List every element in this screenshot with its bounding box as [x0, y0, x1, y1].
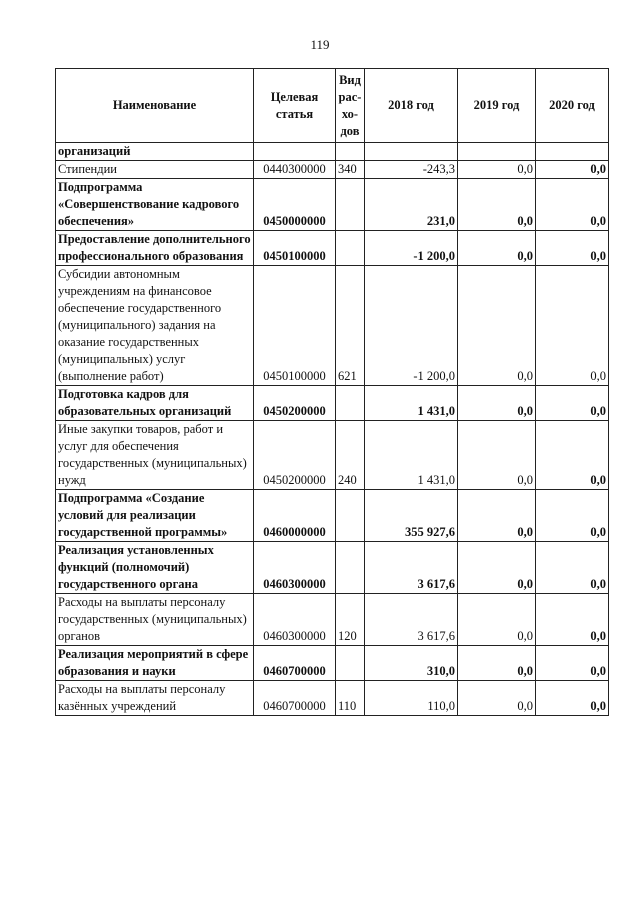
row-name: Расходы на выплаты персоналу государственных (муниципальных) органов	[56, 594, 254, 646]
row-2018: 110,0	[365, 681, 458, 716]
row-2020: 0,0	[536, 161, 609, 179]
row-vid	[336, 542, 365, 594]
row-2020: 0,0	[536, 681, 609, 716]
page-number: 119	[310, 37, 330, 52]
header-row	[56, 69, 609, 143]
row-2018	[365, 143, 458, 161]
row-2018: -243,3	[365, 161, 458, 179]
row-2020: 0,0	[536, 386, 609, 421]
row-code: 0450100000	[254, 266, 336, 386]
row-vid	[336, 386, 365, 421]
row-name: Предоставление дополнительного профессионального образования	[56, 231, 254, 266]
row-vid	[336, 179, 365, 231]
row-code: 0440300000	[254, 161, 336, 179]
row-2019: 0,0	[458, 179, 536, 231]
row-vid: 240	[336, 421, 365, 490]
row-code: 0460700000	[254, 681, 336, 716]
row-2018: 1 431,0	[365, 421, 458, 490]
row-vid: 120	[336, 594, 365, 646]
row-2018: 355 927,6	[365, 490, 458, 542]
row-2020: 0,0	[536, 231, 609, 266]
row-2019: 0,0	[458, 231, 536, 266]
row-code: 0450200000	[254, 386, 336, 421]
row-2018: 1 431,0	[365, 386, 458, 421]
row-2019	[458, 143, 536, 161]
row-name: Иные закупки товаров, работ и услуг для обеспечения государственных (муниципальных) нужд	[56, 421, 254, 490]
row-2019: 0,0	[458, 386, 536, 421]
header-name: Наименование	[56, 69, 254, 143]
row-2020	[536, 143, 609, 161]
row-2020: 0,0	[536, 646, 609, 681]
row-vid	[336, 490, 365, 542]
row-2020: 0,0	[536, 542, 609, 594]
row-2019: 0,0	[458, 266, 536, 386]
row-name: Подпрограмма «Совершенствование кадрового обеспечения»	[56, 179, 254, 231]
header-2020: 2020 год	[536, 69, 609, 143]
row-name: Подпрограмма «Создание условий для реализации государственной программы»	[56, 490, 254, 542]
row-2020: 0,0	[536, 179, 609, 231]
row-code: 0450200000	[254, 421, 336, 490]
row-vid: 340	[336, 161, 365, 179]
row-2019: 0,0	[458, 594, 536, 646]
row-2018: 310,0	[365, 646, 458, 681]
row-2018: -1 200,0	[365, 266, 458, 386]
row-code: 0460300000	[254, 542, 336, 594]
row-code	[254, 143, 336, 161]
row-2020: 0,0	[536, 490, 609, 542]
row-2019: 0,0	[458, 542, 536, 594]
header-2018: 2018 год	[365, 69, 458, 143]
row-vid: 110	[336, 681, 365, 716]
row-code: 0460700000	[254, 646, 336, 681]
row-name: Реализация установленных функций (полномочий) государственного органа	[56, 542, 254, 594]
table-row	[56, 179, 609, 231]
row-2020: 0,0	[536, 594, 609, 646]
table-row	[56, 386, 609, 421]
row-name: Субсидии автономным учреждениям на финансовое обеспечение государственного (муниципального) задания на оказание государственных (муниципальных) услуг (выполнение работ)	[56, 266, 254, 386]
header-vid: Вид рас-хо-дов	[336, 69, 365, 143]
row-vid	[336, 231, 365, 266]
row-2019: 0,0	[458, 681, 536, 716]
row-name: Стипендии	[56, 161, 254, 179]
row-vid: 621	[336, 266, 365, 386]
table-row	[56, 594, 609, 646]
table-row	[56, 266, 609, 386]
table-row	[56, 231, 609, 266]
row-name: организаций	[56, 143, 254, 161]
table-row	[56, 681, 609, 716]
budget-table	[55, 68, 609, 716]
row-2019: 0,0	[458, 646, 536, 681]
row-name: Реализация мероприятий в сфере образования и науки	[56, 646, 254, 681]
row-code: 0460000000	[254, 490, 336, 542]
row-2020: 0,0	[536, 421, 609, 490]
row-code: 0450100000	[254, 231, 336, 266]
header-2019: 2019 год	[458, 69, 536, 143]
table-row	[56, 143, 609, 161]
row-2019: 0,0	[458, 161, 536, 179]
row-2018: -1 200,0	[365, 231, 458, 266]
row-2019: 0,0	[458, 421, 536, 490]
row-2020: 0,0	[536, 266, 609, 386]
row-code: 0460300000	[254, 594, 336, 646]
row-vid	[336, 143, 365, 161]
row-code: 0450000000	[254, 179, 336, 231]
header-code: Целевая статья	[254, 69, 336, 143]
table-row	[56, 161, 609, 179]
row-2019: 0,0	[458, 490, 536, 542]
table-row	[56, 490, 609, 542]
table-row	[56, 421, 609, 490]
row-name: Подготовка кадров для образовательных организаций	[56, 386, 254, 421]
row-vid	[336, 646, 365, 681]
row-2018: 231,0	[365, 179, 458, 231]
row-2018: 3 617,6	[365, 542, 458, 594]
row-name: Расходы на выплаты персоналу казённых учреждений	[56, 681, 254, 716]
table-row	[56, 542, 609, 594]
table-row	[56, 646, 609, 681]
row-2018: 3 617,6	[365, 594, 458, 646]
